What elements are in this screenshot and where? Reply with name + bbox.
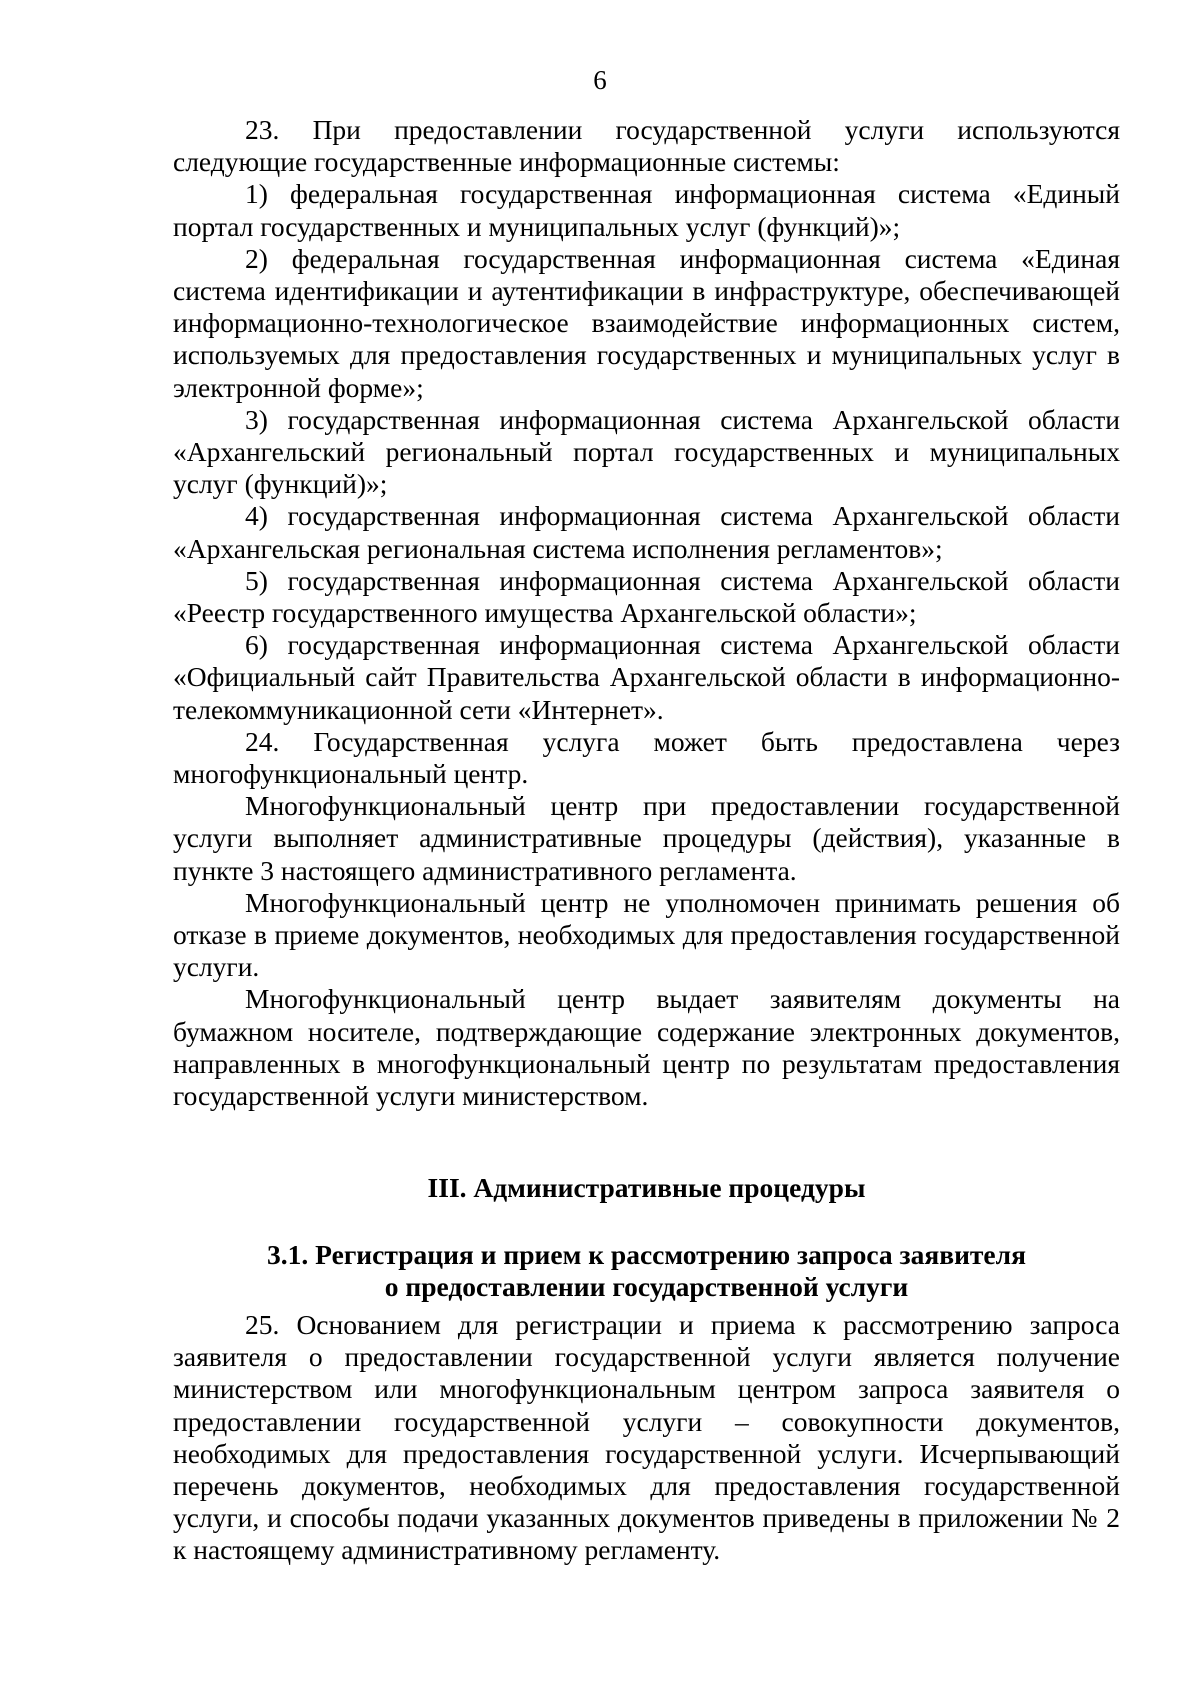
paragraph-25: 25. Основанием для регистрации и приема к рассмотрению запроса заявителя о предоставлении государственной услуги является получение министерством или многофункциональным центром запроса заявителя о предоставлении государственной услуги – совокупности документов, необходимых для предоставления государственной услуги. Исчерпывающий перечень документов, необходимых для предоставления государственной услуги, и способы подачи указанных документов приведены в приложении № 2 к настоящему административному регламенту. (173, 1308, 1120, 1566)
list-item-3: 3) государственная информационная система Архангельской области «Архангельский региональный портал государственных и муниципальных услуг (функций)»; (173, 403, 1120, 500)
list-item-5: 5) государственная информационная система Архангельской области «Реестр государственного имущества Архангельской области»; (173, 564, 1120, 629)
paragraph-mfc-issues-documents: Многофункциональный центр выдает заявителям документы на бумажном носителе, подтверждающие содержание электронных документов, направленных в многофункциональный центр по результатам предоставления государственной услуги министерством. (173, 983, 1120, 1112)
document-body (173, 114, 1120, 1567)
paragraph-mfc-procedures: Многофункциональный центр при предоставлении государственной услуги выполняет административные процедуры (действия), указанные в пункте 3 настоящего административного регламента. (173, 790, 1120, 886)
list-item-6: 6) государственная информационная система Архангельской области «Официальный сайт Правительства Архангельской области в информационно-телекоммуникационной сети «Интернет». (173, 629, 1120, 725)
paragraph-24: 24. Государственная услуга может быть предоставлена через многофункциональный центр. (173, 725, 1120, 790)
list-item-1: 1) федеральная государственная информационная система «Единый портал государственных и муниципальных услуг (функций)»; (173, 178, 1120, 242)
page-number: 6 (593, 65, 607, 95)
list-item-4: 4) государственная информационная система Архангельской области «Архангельская региональная система исполнения регламентов»; (173, 500, 1120, 564)
subsection-heading-line-1: 3.1. Регистрация и прием к рассмотрению запроса заявителя (267, 1238, 1026, 1270)
list-item-2: 2) федеральная государственная информационная система «Единая система идентификации и аутентификации в инфраструктуре, обеспечивающей информационно-технологическое взаимодействие информационных систем, используемых для предоставления государственных и муниципальных услуг в электронной форме»; (173, 242, 1120, 403)
paragraph-23: 23. При предоставлении государственной услуги используются следующие государственные информационные системы: (173, 114, 1120, 178)
spacer (173, 1112, 1120, 1172)
paragraph-mfc-not-authorized: Многофункциональный центр не уполномочен принимать решения об отказе в приеме документов, необходимых для предоставления государственной услуги. (173, 886, 1120, 983)
subsection-heading-line-2: о предоставлении государственной услуги (384, 1270, 909, 1302)
spacer (173, 1205, 1120, 1239)
section-heading: III. Административные процедуры (427, 1172, 866, 1204)
